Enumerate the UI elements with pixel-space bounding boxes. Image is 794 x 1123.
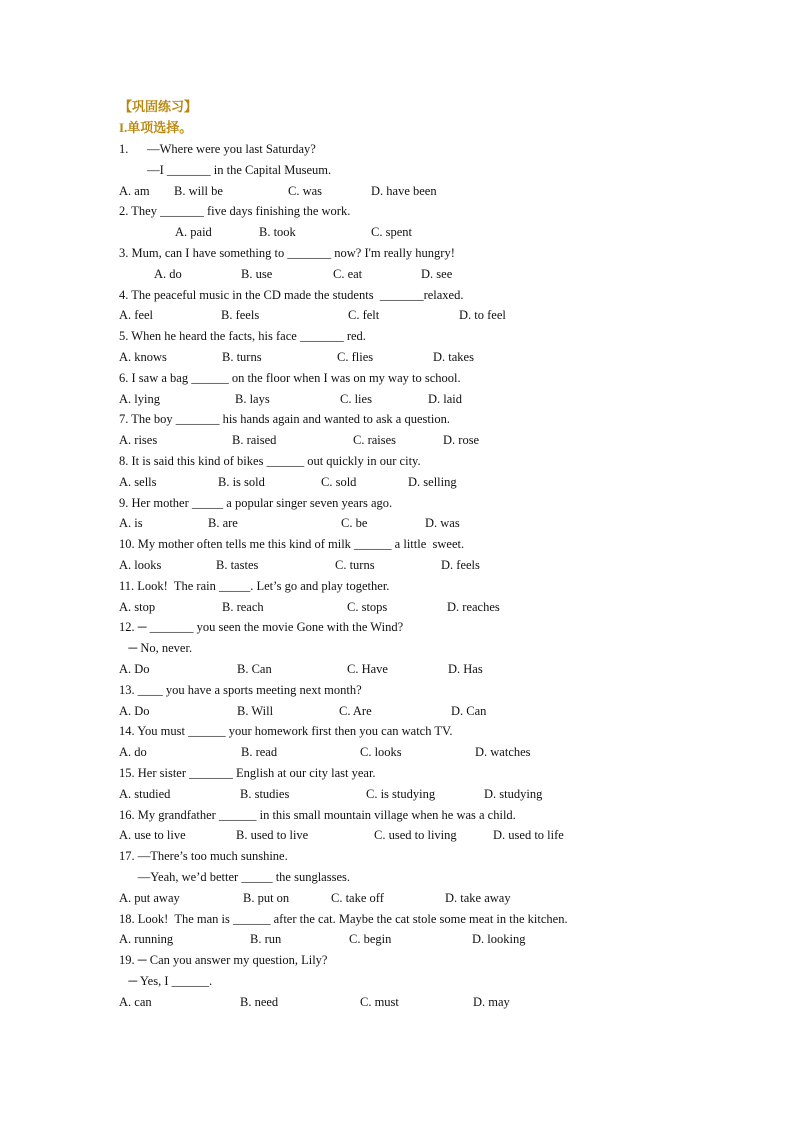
answer-option: C. turns — [335, 558, 375, 572]
answer-option: A. running — [119, 932, 174, 947]
answer-option: D. have been — [371, 183, 437, 198]
answer-option: C. used to living — [374, 828, 457, 843]
answer-option: C. take off — [331, 890, 384, 905]
answer-option: B. use — [241, 266, 273, 281]
question-text: 5. When he heard the facts, his face _______ red. — [119, 329, 366, 344]
answer-option: A. lying — [119, 391, 160, 406]
answer-option: D. may — [473, 994, 510, 1009]
answer-option: D. Has — [448, 662, 483, 676]
answer-option: B. need — [240, 994, 279, 1009]
answer-option: D. to feel — [459, 308, 506, 323]
answer-option: D. see — [421, 266, 453, 281]
answer-option: B. run — [250, 932, 282, 947]
answer-option: A. feel — [119, 308, 154, 323]
question-text: 15. Her sister _______ English at our city last year. — [119, 766, 376, 780]
question-text: 10. My mother often tells me this kind of milk ______ a little sweet. — [119, 537, 465, 552]
answer-option: C. eat — [333, 266, 363, 281]
answer-option: C. Are — [339, 703, 372, 718]
answer-option: B. is sold — [218, 474, 265, 489]
answer-option: A. use to live — [119, 828, 186, 843]
answer-option: C. felt — [348, 308, 380, 323]
question-text: 11. Look! The rain _____. Let’s go and play together. — [119, 578, 390, 593]
question-text: 17. —There’s too much sunshine. — [119, 849, 288, 864]
answer-option: B. raised — [232, 433, 277, 448]
answer-option: C. lies — [340, 391, 372, 406]
answer-option: A. rises — [119, 433, 158, 448]
answer-option: B. studies — [240, 786, 290, 801]
answer-option: B. tastes — [216, 558, 259, 572]
question-text: 18. Look! The man is ______ after the cat. Maybe the cat stole some meat in the kitchen. — [119, 911, 568, 926]
answer-option: A. am — [119, 183, 150, 198]
answer-option: A. knows — [119, 350, 167, 364]
answer-option: B. took — [259, 225, 296, 240]
answer-option: A. put away — [119, 890, 180, 905]
answer-option: A. studied — [119, 786, 171, 801]
answer-option: A. paid — [175, 225, 212, 240]
answer-option: B. used to live — [236, 828, 309, 843]
answer-option: D. looking — [472, 932, 526, 947]
question-continuation: —Yeah, we’d better _____ the sunglasses. — [119, 870, 350, 884]
answer-option: C. raises — [353, 433, 397, 448]
answer-option: D. takes — [433, 350, 474, 364]
answer-option: B. Can — [237, 662, 272, 676]
answer-option: B. turns — [222, 350, 262, 364]
answer-option: C. looks — [360, 745, 402, 760]
question-text: 14. You must ______ your homework first then you can watch TV. — [119, 724, 453, 739]
answer-option: D. reaches — [447, 599, 500, 614]
answer-option: C. flies — [337, 350, 374, 364]
answer-option: A. do — [119, 745, 147, 760]
question-text: 4. The peaceful music in the CD made the students _______relaxed. — [119, 287, 464, 302]
exercise-heading: 【巩固练习】 — [119, 99, 198, 114]
question-text: 12. ─ _______ you seen the movie Gone with the Wind? — [119, 620, 404, 635]
question-text: 2. They _______ five days finishing the work. — [119, 204, 351, 219]
question-text: 9. Her mother _____ a popular singer seven years ago. — [119, 495, 393, 510]
answer-option: C. is studying — [366, 786, 436, 801]
question-text: 7. The boy _______ his hands again and wanted to ask a question. — [119, 412, 450, 427]
answer-option: C. must — [360, 994, 399, 1009]
answer-option: D. rose — [443, 433, 480, 448]
answer-option: C. spent — [371, 225, 412, 240]
question-continuation: ─ Yes, I ______. — [119, 974, 213, 988]
answer-option: B. read — [241, 745, 278, 760]
answer-option: A. can — [119, 994, 152, 1009]
answer-option: D. was — [425, 516, 460, 531]
answer-option: A. stop — [119, 599, 156, 614]
answer-option: B. feels — [221, 308, 260, 323]
answer-option: D. watches — [475, 745, 531, 760]
answer-option: A. Do — [119, 703, 150, 718]
answer-option: D. take away — [445, 890, 511, 905]
answer-option: C. was — [288, 183, 323, 198]
answer-option: D. feels — [441, 558, 480, 572]
answer-option: A. is — [119, 516, 143, 531]
question-continuation: —I _______ in the Capital Museum. — [119, 162, 332, 177]
question-text: 6. I saw a bag ______ on the floor when I was on my way to school. — [119, 370, 461, 385]
answer-option: C. sold — [321, 474, 357, 489]
answer-option: D. used to life — [493, 828, 564, 843]
answer-option: C. stops — [347, 599, 388, 614]
answer-option: D. Can — [451, 703, 487, 718]
answer-option: A. do — [154, 266, 182, 281]
answer-option: A. sells — [119, 474, 157, 489]
answer-option: B. Will — [237, 703, 274, 718]
answer-option: B. reach — [222, 599, 264, 614]
answer-option: B. put on — [243, 890, 290, 905]
question-text: 1. —Where were you last Saturday? — [119, 142, 316, 156]
answer-option: B. will be — [174, 183, 223, 198]
answer-option: B. lays — [235, 391, 270, 406]
answer-option: A. Do — [119, 662, 150, 676]
answer-option: B. are — [208, 516, 238, 531]
answer-option: A. looks — [119, 558, 162, 572]
answer-option: D. studying — [484, 786, 543, 801]
answer-option: C. Have — [347, 662, 388, 676]
section-title: I.单项选择。 — [119, 120, 193, 135]
question-text: 16. My grandfather ______ in this small mountain village when he was a child. — [119, 807, 516, 822]
answer-option: C. begin — [349, 932, 392, 947]
answer-option: D. laid — [428, 391, 463, 406]
question-text: 19. ─ Can you answer my question, Lily? — [119, 953, 328, 968]
question-text: 13. ____ you have a sports meeting next month? — [119, 682, 362, 697]
answer-option: D. selling — [408, 474, 457, 489]
answer-option: C. be — [341, 516, 368, 531]
question-text: 3. Mum, can I have something to _______ now? I'm really hungry! — [119, 246, 455, 260]
question-continuation: ─ No, never. — [119, 641, 193, 656]
question-text: 8. It is said this kind of bikes ______ out quickly in our city. — [119, 454, 421, 468]
